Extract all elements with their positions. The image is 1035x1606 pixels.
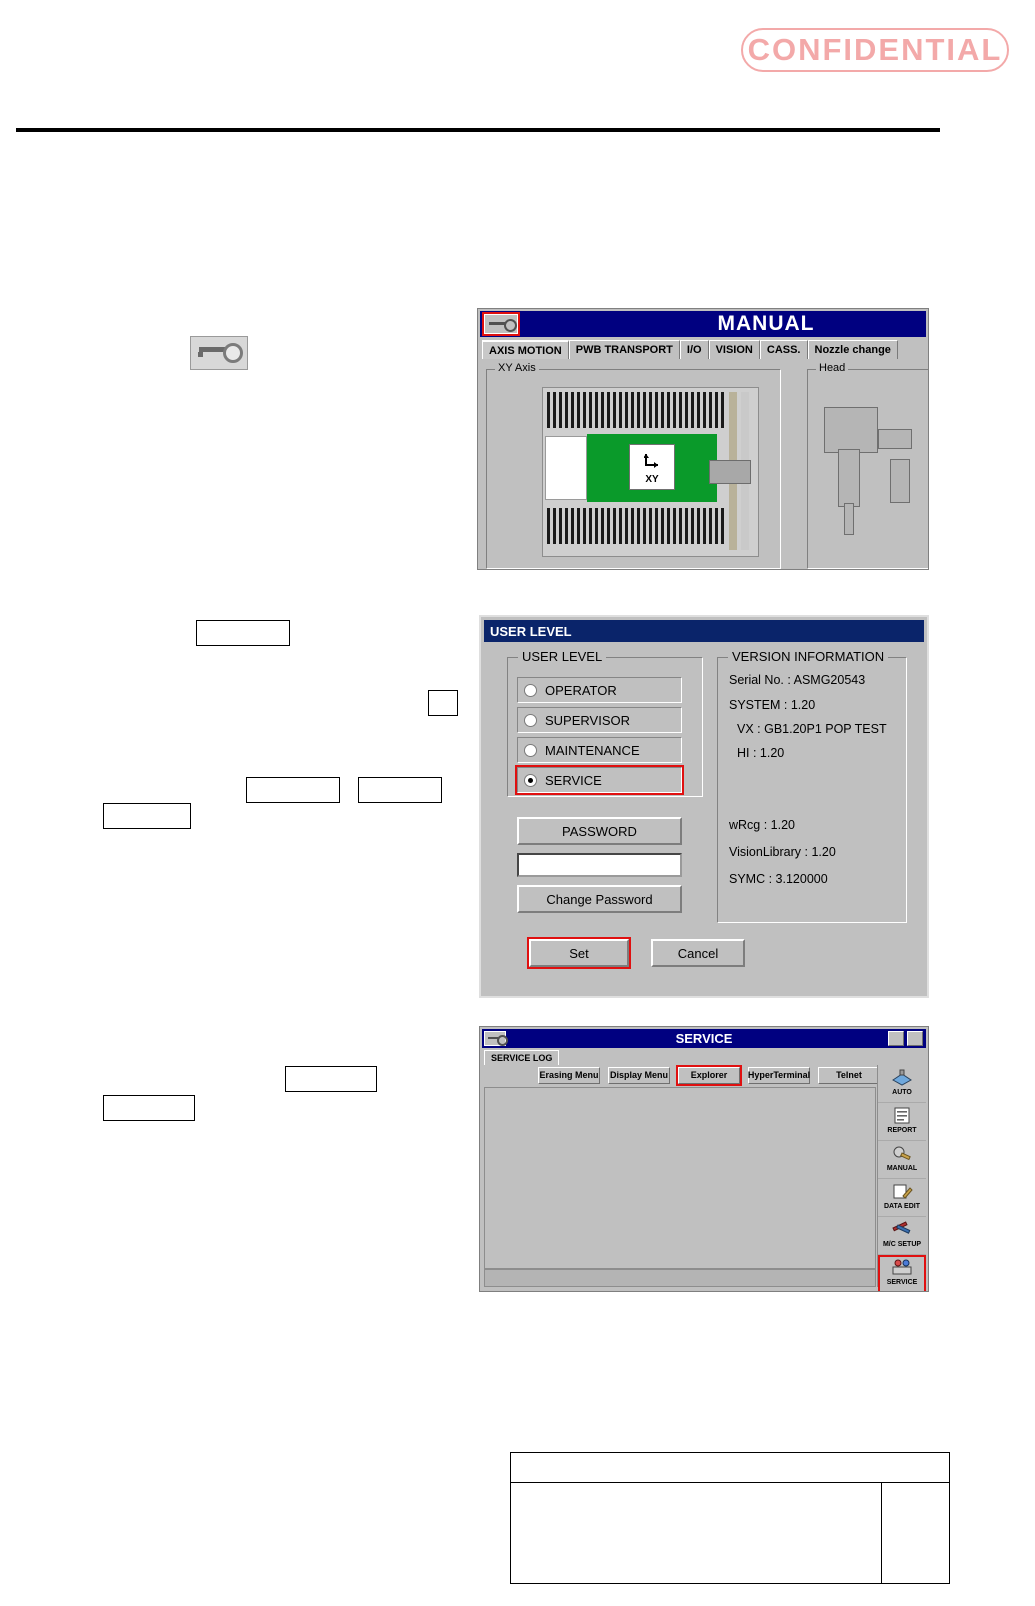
- version-serial-no: Serial No. : ASMG20543: [729, 673, 866, 687]
- tab-cass[interactable]: CASS.: [760, 340, 808, 359]
- service-log-canvas: [484, 1087, 876, 1269]
- radio-service[interactable]: [517, 767, 682, 793]
- display-menu-button[interactable]: [608, 1067, 670, 1084]
- service-status-bar: [484, 1269, 876, 1287]
- radio-label-operator: OPERATOR: [545, 682, 617, 698]
- manual-titlebar: [480, 311, 926, 337]
- version-symc: SYMC : 3.120000: [729, 872, 828, 886]
- key-ring-icon: [497, 1035, 508, 1046]
- explorer-button[interactable]: [678, 1067, 740, 1084]
- version-information-group-label: VERSION INFORMATION: [728, 649, 888, 664]
- password-button-label: PASSWORD: [562, 823, 637, 839]
- tab-axis-motion[interactable]: AXIS MOTION: [482, 340, 569, 359]
- callout-5: [103, 803, 191, 829]
- manual-window-title: MANUAL: [717, 312, 815, 335]
- bottom-table-body-left: [517, 1487, 877, 1577]
- confidential-stamp: CONFIDENTIAL: [741, 28, 1009, 72]
- head-column: [838, 449, 860, 507]
- callout-7: [103, 1095, 195, 1121]
- erasing-menu-label: Erasing Menu: [539, 1070, 599, 1080]
- callout-6: [285, 1066, 377, 1092]
- head-diagram: [818, 399, 929, 569]
- key-icon: [190, 336, 248, 370]
- tab-nozzle-change[interactable]: Nozzle change: [808, 340, 898, 359]
- header-divider: [16, 128, 940, 132]
- manual-window: [477, 308, 929, 570]
- xy-axis-group-label: XY Axis: [495, 362, 539, 374]
- key-shaft-icon: [489, 322, 505, 325]
- bottom-table-body-right: [887, 1487, 947, 1577]
- report-icon: [891, 1106, 913, 1125]
- version-hi: HI : 1.20: [737, 746, 785, 760]
- service-key-button[interactable]: [484, 1031, 506, 1046]
- tab-vision[interactable]: VISION: [709, 340, 760, 359]
- version-wrcg: wRcg : 1.20: [729, 818, 796, 832]
- callout-1: [196, 620, 290, 646]
- data-edit-icon: [891, 1182, 913, 1201]
- xy-axis-button-label: XY: [645, 474, 659, 485]
- set-button-label: Set: [569, 945, 589, 961]
- xy-axis-button[interactable]: [629, 444, 675, 490]
- version-information-list: [717, 653, 907, 953]
- bottom-table-header-row: [511, 1453, 949, 1483]
- hyperterminal-label: HyperTerminal: [747, 1070, 811, 1080]
- xy-arrow-icon: [644, 453, 660, 469]
- sidebar-label-manual: MANUAL: [886, 1165, 918, 1172]
- user-level-titlebar: USER LEVEL: [484, 620, 924, 642]
- sidebar-label-auto: AUTO: [892, 1089, 912, 1096]
- head-group-label: Head: [816, 362, 848, 374]
- tab-io[interactable]: I/O: [680, 340, 709, 359]
- radio-indicator-supervisor: [524, 714, 537, 727]
- service-titlebar: [482, 1029, 926, 1048]
- close-icon[interactable]: [907, 1031, 923, 1046]
- minimize-icon[interactable]: [888, 1031, 904, 1046]
- radio-label-service: SERVICE: [545, 772, 602, 788]
- change-password-button-label: Change Password: [546, 891, 653, 907]
- sidebar-item-report[interactable]: [878, 1103, 926, 1141]
- radio-supervisor[interactable]: [517, 707, 682, 733]
- version-vx: VX : GB1.20P1 POP TEST: [737, 722, 887, 736]
- tab-pwb-transport[interactable]: PWB TRANSPORT: [569, 340, 680, 359]
- sidebar-label-mc-setup: M/C SETUP: [882, 1241, 922, 1248]
- key-ring-icon: [504, 319, 517, 332]
- radio-indicator-operator: [524, 684, 537, 697]
- telnet-button[interactable]: [818, 1067, 880, 1084]
- erasing-menu-button[interactable]: [538, 1067, 600, 1084]
- service-window-title: SERVICE: [675, 1031, 733, 1046]
- key-shaft-icon: [199, 347, 225, 352]
- key-ring-icon: [223, 343, 243, 363]
- user-level-group-label: USER LEVEL: [518, 649, 606, 664]
- service-window: [479, 1026, 929, 1292]
- radio-indicator-maintenance: [524, 744, 537, 757]
- manual-icon: [891, 1144, 913, 1163]
- cancel-button-label: Cancel: [677, 945, 719, 961]
- feeder-bank-top: [547, 392, 727, 428]
- hyperterminal-button[interactable]: [748, 1067, 810, 1084]
- manual-body: [482, 359, 926, 567]
- machine-diagram: [542, 387, 759, 557]
- radio-indicator-service: [524, 774, 537, 787]
- bottom-table-column-divider: [881, 1483, 882, 1583]
- explorer-label: Explorer: [690, 1070, 728, 1080]
- manual-tabs: [482, 339, 928, 359]
- password-button[interactable]: [517, 817, 682, 845]
- callout-3: [246, 777, 340, 803]
- display-menu-label: Display Menu: [609, 1070, 668, 1080]
- radio-label-maintenance: MAINTENANCE: [545, 742, 640, 758]
- password-input[interactable]: [517, 853, 682, 877]
- service-toolbar: [484, 1065, 876, 1085]
- change-password-button[interactable]: [517, 885, 682, 913]
- telnet-label: Telnet: [836, 1070, 862, 1080]
- version-system: SYSTEM : 1.20: [729, 698, 816, 712]
- user-level-key-button[interactable]: [484, 314, 518, 334]
- sidebar-item-mc-setup[interactable]: [878, 1217, 926, 1255]
- sidebar-item-service[interactable]: [878, 1255, 926, 1292]
- radio-label-supervisor: SUPERVISOR: [545, 712, 631, 728]
- tab-service-log[interactable]: SERVICE LOG: [484, 1050, 559, 1065]
- sidebar-label-report: REPORT: [887, 1127, 917, 1134]
- version-visionlibrary: VisionLibrary : 1.20: [729, 845, 836, 859]
- bottom-table: [510, 1452, 950, 1584]
- sidebar-label-data-edit: DATA EDIT: [883, 1203, 921, 1210]
- radio-operator[interactable]: [517, 677, 682, 703]
- sidebar-item-auto[interactable]: [878, 1065, 926, 1103]
- head-assembly: [709, 460, 751, 484]
- user-level-dialog: [479, 615, 929, 998]
- service-sidebar: [877, 1065, 926, 1287]
- callout-4: [358, 777, 442, 803]
- set-button[interactable]: [529, 939, 629, 967]
- head-body: [824, 407, 878, 453]
- radio-maintenance[interactable]: [517, 737, 682, 763]
- head-bracket: [878, 429, 912, 449]
- mc-setup-icon: [891, 1220, 913, 1239]
- sidebar-item-data-edit[interactable]: [878, 1179, 926, 1217]
- head-nozzle: [844, 503, 854, 535]
- auto-icon: [891, 1068, 913, 1087]
- service-icon: [891, 1258, 913, 1277]
- head-sensor: [890, 459, 910, 503]
- sidebar-item-manual[interactable]: [878, 1141, 926, 1179]
- sidebar-label-service: SERVICE: [886, 1279, 918, 1286]
- feeder-bank-bottom: [547, 508, 727, 544]
- callout-2: [428, 690, 458, 716]
- pwb-blank-area: [545, 436, 587, 500]
